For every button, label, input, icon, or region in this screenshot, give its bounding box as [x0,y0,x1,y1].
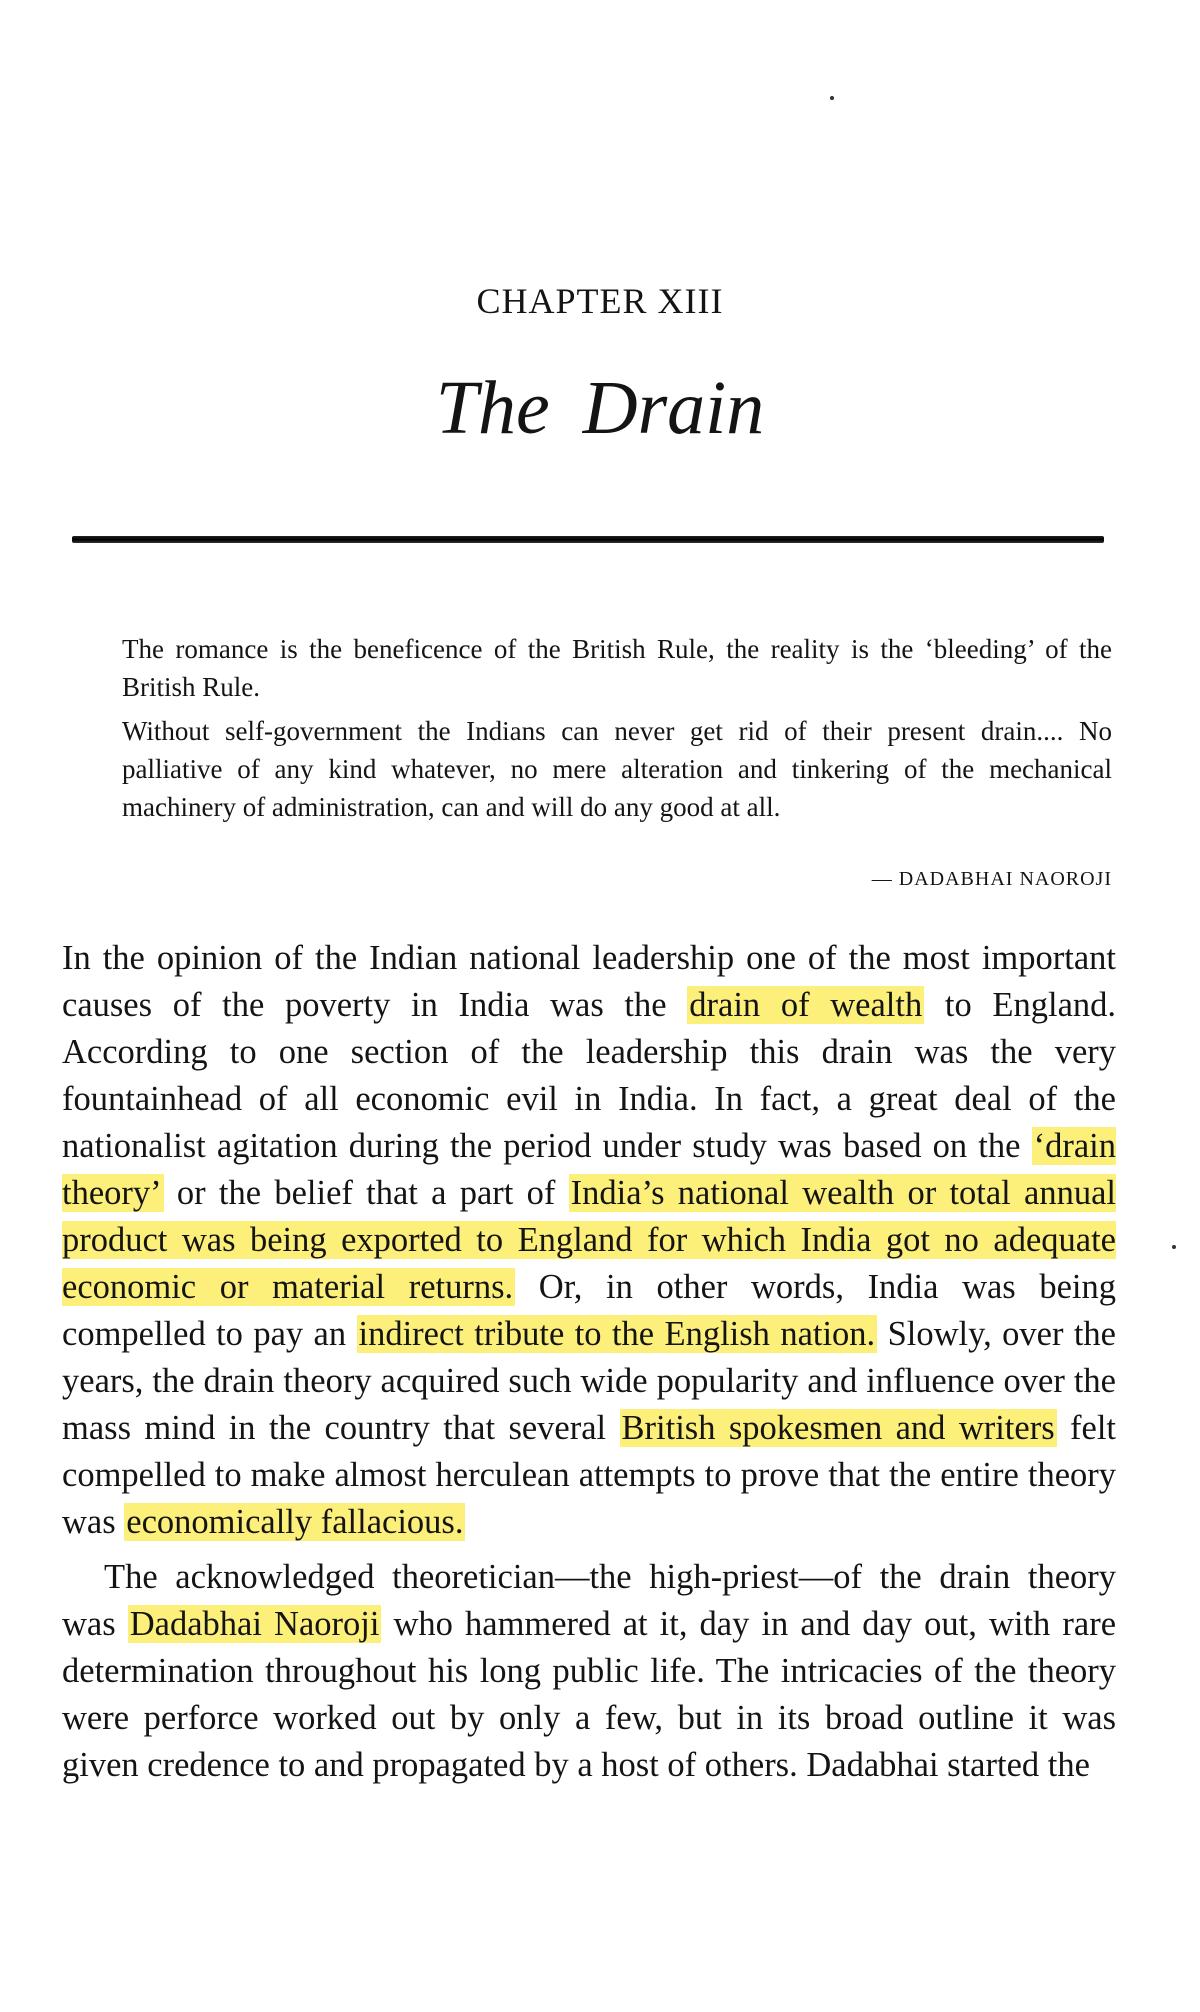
highlighted-text: ‘drain theory’ [62,1127,1116,1212]
text-run: to England. According to one section of the leadership this drain was the very fountainhead of all economic evil in India. In fact, a great deal of the nationalist agitation during the period under study was based on the [62,986,1117,1165]
text-run: Slowly, over the years, the drain theory acquired such wide popularity and influence over the mass mind in the country that several [62,1315,1116,1447]
highlighted-text: economically fallacious. [126,1503,464,1541]
epigraph-attribution: — DADABHAI NAOROJI [871,868,1112,890]
chapter-title: The Drain [435,366,765,450]
highlighted-text: drain of wealth [689,986,923,1024]
text-run: who hammered at it, day in and day out, with rare determination throughout his long public life. The intricacies of the theory were perforce worked out by only a few, but in its broad outline it was given credence to and propagated by a host of others. Dadabhai started the [62,1605,1117,1784]
body-text [62,935,1116,1797]
highlighted-text: India’s national wealth or total annual product was being exported to England for which India got no adequate economic or material returns. [62,1174,1116,1306]
text-run: Or, in other words, India was being compelled to pay an [62,1268,1116,1353]
chapter-number: CHAPTER XIII [476,281,724,321]
text-run: In the opinion of the Indian national leadership one of the most important causes of the poverty in India was the [62,939,1116,1024]
text-run: The acknowledged theoretician—the high-priest—of the drain theory was [62,1558,1116,1643]
ink-speck [830,96,834,100]
body-paragraph [62,1554,1116,1789]
text-run: or the belief that a part of [163,1174,569,1212]
highlighted-text: Dadabhai Naoroji [129,1605,380,1643]
epigraph-paragraph: Without self-government the Indians can never get rid of their present drain.... No palliative of any kind whatever, no mere alteration and tinkering of the mechanical machinery of administration, can and will do any good at all. [122,716,1112,822]
epigraph [122,630,1112,832]
title-divider-rule [72,536,1104,543]
body-paragraph [62,935,1116,1546]
text-run: felt compelled to make almost herculean attempts to prove that the entire theory was [62,1409,1117,1541]
epigraph-paragraph: The romance is the beneficence of the British Rule, the reality is the ‘bleeding’ of the British Rule. [122,634,1112,702]
highlighted-text: British spokesmen and writers [621,1409,1055,1447]
ink-speck [1172,1245,1176,1249]
highlighted-text: indirect tribute to the English nation. [358,1315,876,1353]
